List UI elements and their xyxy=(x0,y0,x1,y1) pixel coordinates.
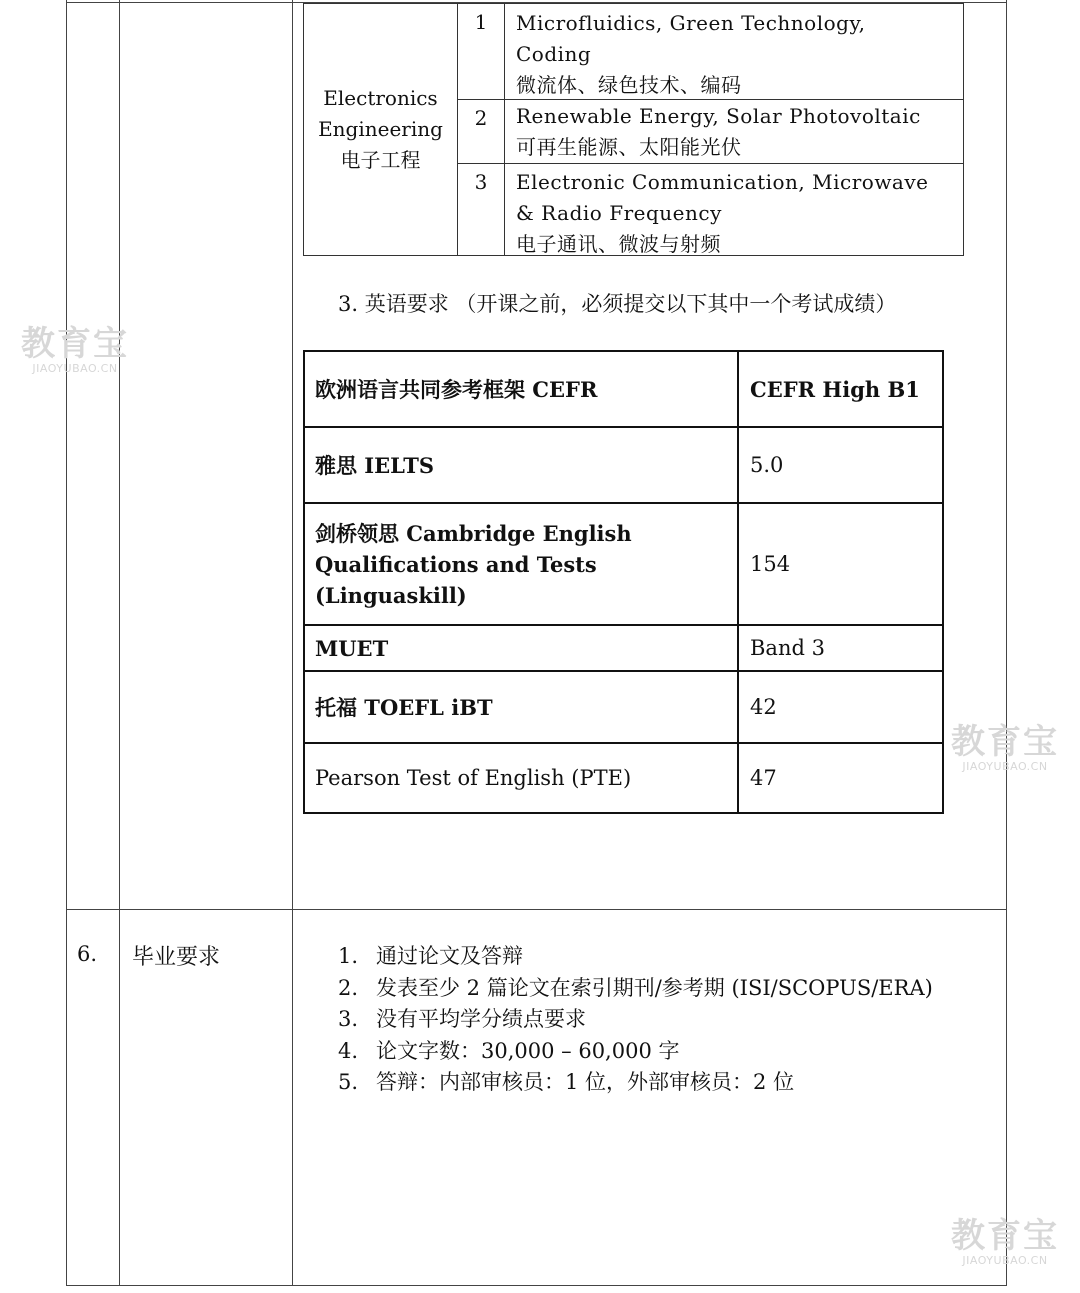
watermark-title: 教育宝 xyxy=(951,1216,1059,1256)
specialization-line: Electronic Communication, Microwave xyxy=(516,170,929,194)
specialization-line: & Radio Frequency xyxy=(516,201,722,225)
exam-score: CEFR High B1 xyxy=(750,376,920,402)
exam-name-line: MUET xyxy=(315,635,389,661)
list-item xyxy=(338,1067,933,1099)
exam-name-line: 剑桥领思 Cambridge English xyxy=(315,520,632,546)
exam-name-line: (Linguaskill) xyxy=(315,582,467,608)
list-item-text: 通过论文及答辩 xyxy=(376,944,523,968)
exam-name xyxy=(305,744,739,812)
exam-name xyxy=(305,428,739,502)
specialization-table xyxy=(303,3,964,256)
list-item-number: 3. xyxy=(338,1007,359,1031)
specialization-number: 3 xyxy=(458,164,505,256)
list-item xyxy=(338,941,933,973)
specialization-line: Microfluidics, Green Technology, xyxy=(516,11,866,35)
specialization-number: 2 xyxy=(458,100,505,163)
exam-name-line: 欧洲语言共同参考框架 CEFR xyxy=(315,376,598,402)
specialization-text xyxy=(516,8,959,101)
column-divider-2 xyxy=(292,0,293,1286)
specialization-row xyxy=(458,164,963,256)
watermark-title: 教育宝 xyxy=(21,324,129,364)
exam-name-line: 雅思 IELTS xyxy=(315,452,434,478)
list-item-number: 2. xyxy=(338,975,359,1000)
watermark-domain: JIAOYUBAO.CN xyxy=(962,1254,1048,1267)
row-divider xyxy=(66,909,1007,910)
watermark xyxy=(946,724,1064,773)
list-item-number: 5. xyxy=(338,1070,359,1094)
list-item-number: 4. xyxy=(338,1038,359,1063)
program-name-line: Electronics xyxy=(323,86,438,110)
table-row xyxy=(305,428,942,504)
watermark-domain: JIAOYUBAO.CN xyxy=(962,760,1048,773)
exam-name xyxy=(305,626,739,670)
specialization-line: 电子通讯、微波与射频 xyxy=(516,232,721,256)
exam-score: 5.0 xyxy=(750,453,784,477)
specialization-row xyxy=(458,100,963,164)
list-item-text: 论文字数：30,000 – 60,000 字 xyxy=(376,1038,680,1063)
list-item-text: 发表至少 2 篇论文在索引期刊/参考期 (ISI/SCOPUS/ERA) xyxy=(376,975,933,1000)
row-label: 毕业要求 xyxy=(132,945,221,970)
exam-name-line: 托福 TOEFL iBT xyxy=(315,694,493,720)
watermark-domain: JIAOYUBAO.CN xyxy=(32,362,118,375)
english-requirement-table xyxy=(303,350,944,814)
list-item-number: 1. xyxy=(338,944,359,968)
exam-name-line: Pearson Test of English (PTE) xyxy=(315,765,632,790)
row-number: 6. xyxy=(77,942,98,966)
program-name-line: Engineering xyxy=(318,117,443,141)
exam-score: 154 xyxy=(750,552,791,576)
watermark xyxy=(16,326,134,375)
program-name-line: 电子工程 xyxy=(340,148,421,172)
specialization-row xyxy=(458,4,963,100)
table-row xyxy=(305,626,942,672)
specialization-line: Coding xyxy=(516,42,592,66)
list-item-text: 没有平均学分绩点要求 xyxy=(376,1007,586,1031)
column-divider-1 xyxy=(119,0,120,1286)
watermark xyxy=(946,1218,1064,1267)
table-row xyxy=(305,744,942,812)
table-row xyxy=(305,352,942,428)
specialization-text xyxy=(516,167,959,260)
specialization-line: 微流体、绿色技术、编码 xyxy=(516,73,742,97)
exam-score: Band 3 xyxy=(750,636,825,660)
watermark-title: 教育宝 xyxy=(951,722,1059,762)
specialization-line: Renewable Energy, Solar Photovoltaic xyxy=(516,104,921,128)
exam-name-line: Qualifications and Tests xyxy=(315,551,597,577)
exam-name xyxy=(305,504,739,624)
list-item-text: 答辩：内部审核员：1 位，外部审核员：2 位 xyxy=(376,1070,795,1094)
table-row xyxy=(305,504,942,626)
table-row xyxy=(305,672,942,744)
program-name-cell xyxy=(304,4,458,255)
specialization-text xyxy=(516,101,959,163)
exam-name xyxy=(305,352,739,426)
list-item xyxy=(338,1036,933,1068)
graduation-requirements-list xyxy=(338,941,933,1099)
exam-score: 47 xyxy=(750,766,777,790)
specialization-line: 可再生能源、太阳能光伏 xyxy=(516,135,742,159)
english-requirement-heading: 3. 英语要求 （开课之前，必须提交以下其中一个考试成绩） xyxy=(338,292,897,316)
outer-border-right xyxy=(1006,0,1007,1286)
specialization-number: 1 xyxy=(458,4,505,99)
outer-border-left xyxy=(66,0,67,1286)
list-item xyxy=(338,973,933,1005)
bottom-border xyxy=(66,1285,1007,1286)
exam-name xyxy=(305,672,739,742)
list-item xyxy=(338,1004,933,1036)
exam-score: 42 xyxy=(750,695,777,719)
